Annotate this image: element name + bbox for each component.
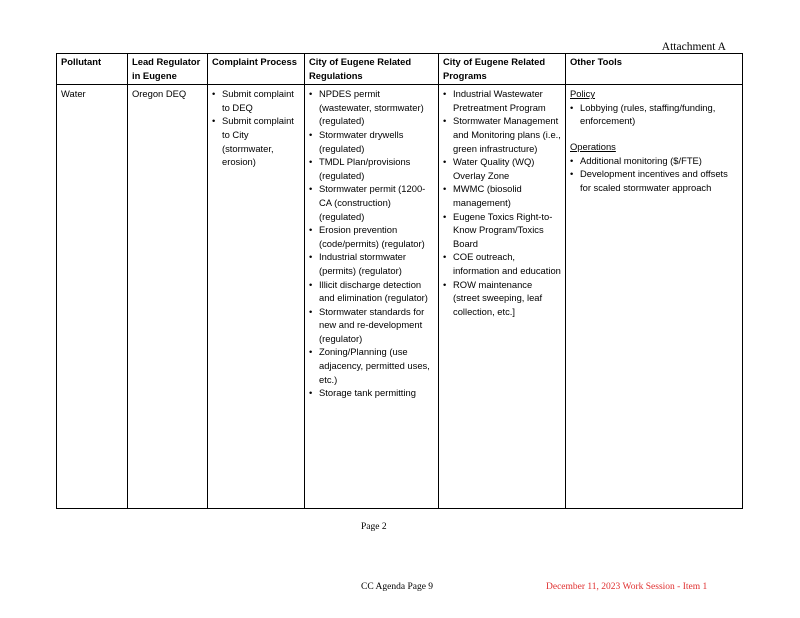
cell-lead-regulator: Oregon DEQ [128, 85, 208, 509]
session-label: December 11, 2023 Work Session - Item 1 [546, 582, 708, 592]
list-item: • Stormwater drywells (regulated) [319, 128, 434, 155]
policy-list [570, 101, 738, 128]
list-item: • Stormwater permit (1200- CA (construction) (regulated) [319, 182, 434, 223]
list-item: • Erosion prevention (code/permits) (regulator) [319, 223, 434, 250]
header-lead-regulator: Lead Regulator in Eugene [128, 54, 208, 85]
list-item: • Industrial stormwater (permits) (regulator) [319, 250, 434, 277]
list-item: • NPDES permit (wastewater, stormwater) (regulated) [319, 87, 434, 128]
list-item: • MWMC (biosolid management) [453, 182, 561, 209]
programs-list [443, 87, 561, 318]
list-item: • Submit complaint to City (stormwater, erosion) [222, 114, 300, 168]
cell-regulations [305, 85, 439, 509]
regulations-list [309, 87, 434, 400]
table-header-row [57, 54, 743, 85]
operations-list [570, 154, 738, 195]
header-programs: City of Eugene Related Programs [439, 54, 566, 85]
pollutant-table [56, 53, 743, 509]
cell-pollutant: Water [57, 85, 128, 509]
agenda-page: CC Agenda Page 9 [361, 582, 434, 592]
header-regulations: City of Eugene Related Regulations [305, 54, 439, 85]
list-item: • Additional monitoring ($/FTE) [580, 154, 738, 168]
list-item: • Zoning/Planning (use adjacency, permitted uses, etc.) [319, 345, 434, 386]
list-item: • Eugene Toxics Right-to-Know Program/Toxics Board [453, 210, 561, 251]
header-other-tools: Other Tools [566, 54, 743, 85]
list-item: • Stormwater standards for new and re-development (regulator) [319, 305, 434, 346]
list-item: • Stormwater Management and Monitoring plans (i.e., green infrastructure) [453, 114, 561, 155]
list-item: • Submit complaint to DEQ [222, 87, 300, 114]
header-pollutant: Pollutant [57, 54, 128, 85]
complaint-process-list [212, 87, 300, 169]
list-item: • Lobbying (rules, staffing/funding, enforcement) [580, 101, 738, 128]
list-item: • Water Quality (WQ) Overlay Zone [453, 155, 561, 182]
list-item: • Storage tank permitting [319, 386, 434, 400]
list-item: • Development incentives and offsets for scaled stormwater approach [580, 167, 738, 194]
cell-complaint-process [208, 85, 305, 509]
list-item: • TMDL Plan/provisions (regulated) [319, 155, 434, 182]
list-item: • Industrial Wastewater Pretreatment Program [453, 87, 561, 114]
table-row [57, 85, 743, 509]
policy-heading: Policy [570, 88, 596, 100]
operations-heading: Operations [570, 140, 616, 152]
attachment-label: Attachment A [661, 41, 726, 53]
cell-other-tools [566, 85, 743, 509]
page-number: Page 2 [361, 522, 387, 532]
section-spacer [570, 128, 738, 140]
list-item: • Illicit discharge detection and elimination (regulator) [319, 278, 434, 305]
cell-programs [439, 85, 566, 509]
list-item: • ROW maintenance (street sweeping, leaf collection, etc.] [453, 278, 561, 319]
header-complaint-process: Complaint Process [208, 54, 305, 85]
list-item: • COE outreach, information and education [453, 250, 561, 277]
